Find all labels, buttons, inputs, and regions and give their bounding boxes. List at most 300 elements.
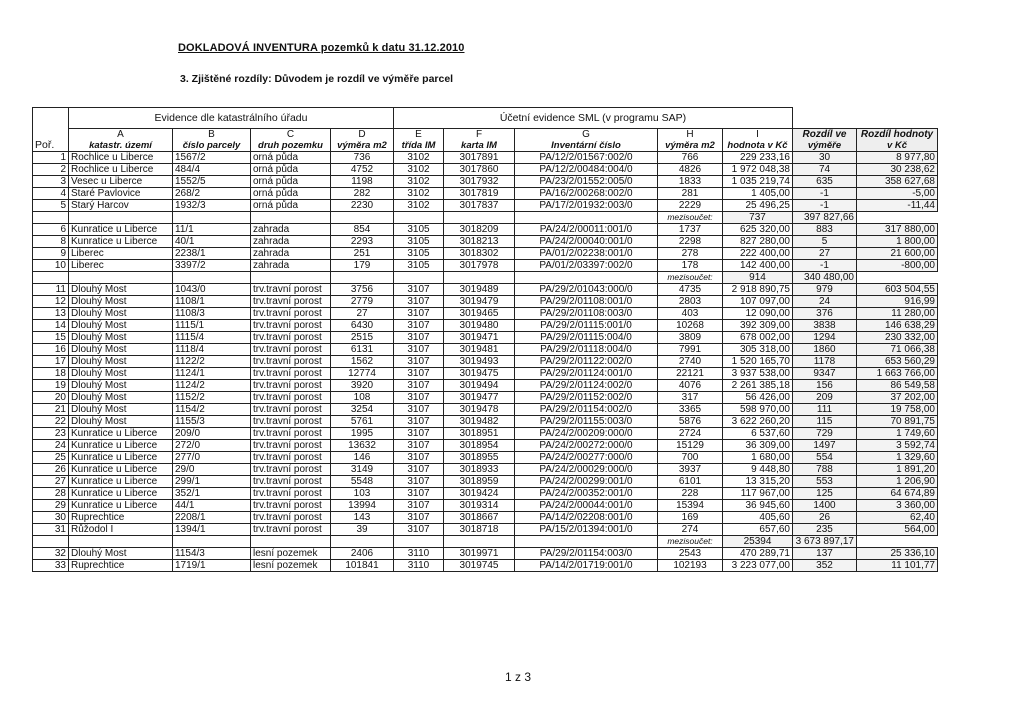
cell-area-difference: 27	[793, 248, 857, 260]
subtotal-row	[33, 212, 938, 224]
cell-value-czk: 2 261 385,18	[723, 380, 793, 392]
cell-inventory-number: PA/29/2/01115:001/0	[515, 320, 658, 332]
cell-cadastral-area: Dlouhý Most	[69, 416, 173, 428]
cell-parcel-number: 268/2	[173, 188, 251, 200]
cell-asset-class: 3107	[394, 416, 444, 428]
cell-value-czk: 3 622 260,20	[723, 416, 793, 428]
cell-area-sap: 15394	[658, 500, 723, 512]
empty-cell	[33, 212, 69, 224]
cell-value-difference: 230 332,00	[857, 332, 938, 344]
cell-parcel-number: 29/0	[173, 464, 251, 476]
cell-value-difference: 11 280,00	[857, 308, 938, 320]
cell-inventory-number: PA/14/2/02208:001/0	[515, 512, 658, 524]
cell-row-number: 18	[33, 368, 69, 380]
cell-row-number: 29	[33, 500, 69, 512]
cell-cadastral-area: Kunratice u Liberce	[69, 464, 173, 476]
table-row	[33, 176, 938, 188]
cell-parcel-number: 484/4	[173, 164, 251, 176]
cell-area-difference: 788	[793, 464, 857, 476]
cell-inventory-number: PA/16/2/00268:002/0	[515, 188, 658, 200]
cell-cadastral-area: Ruprechtice	[69, 512, 173, 524]
cell-cadastral-area: Růžodol I	[69, 524, 173, 536]
cell-value-difference: 21 600,00	[857, 248, 938, 260]
cell-inventory-number: PA/29/2/01122:002/0	[515, 356, 658, 368]
cell-area-sap: 3937	[658, 464, 723, 476]
cell-area-difference: 125	[793, 488, 857, 500]
cell-value-difference: 564,00	[857, 524, 938, 536]
section-subtitle: 3. Zjištěné rozdíly: Důvodem je rozdíl ve výměře parcel	[180, 73, 454, 85]
cell-area-sap: 22121	[658, 368, 723, 380]
cell-parcel-number: 277/0	[173, 452, 251, 464]
cell-parcel-number: 11/1	[173, 224, 251, 236]
cell-value-czk: 107 097,00	[723, 296, 793, 308]
cell-parcel-number: 1719/1	[173, 560, 251, 572]
cell-area-cadastre: 108	[331, 392, 394, 404]
cell-row-number: 12	[33, 296, 69, 308]
table-row	[33, 368, 938, 380]
cell-asset-class: 3107	[394, 440, 444, 452]
cell-area-sap: 2298	[658, 236, 723, 248]
cell-area-sap: 15129	[658, 440, 723, 452]
table-row	[33, 512, 938, 524]
cell-value-czk: 142 400,00	[723, 260, 793, 272]
cell-parcel-number: 44/1	[173, 500, 251, 512]
cell-parcel-number: 1552/5	[173, 176, 251, 188]
cell-area-sap: 281	[658, 188, 723, 200]
cell-asset-class: 3107	[394, 404, 444, 416]
cell-asset-class: 3107	[394, 452, 444, 464]
cell-asset-card: 3017891	[444, 152, 515, 164]
cell-value-difference: 71 066,38	[857, 344, 938, 356]
cell-parcel-number: 1108/3	[173, 308, 251, 320]
cell-inventory-number: PA/24/2/00011:001/0	[515, 224, 658, 236]
col-header-rozdil-hodnoty-2: v Kč	[857, 140, 938, 152]
cell-row-number: 11	[33, 284, 69, 296]
cell-parcel-number: 2208/1	[173, 512, 251, 524]
cell-asset-card: 3019465	[444, 308, 515, 320]
table-row	[33, 524, 938, 536]
cell-land-type: orná půda	[251, 176, 331, 188]
cell-area-difference: 74	[793, 164, 857, 176]
cell-cadastral-area: Dlouhý Most	[69, 296, 173, 308]
empty-cell	[331, 212, 394, 224]
table-row	[33, 392, 938, 404]
cell-area-sap: 4076	[658, 380, 723, 392]
cell-area-difference: 1294	[793, 332, 857, 344]
table-row	[33, 284, 938, 296]
group-header-katastr: Evidence dle katastrálního úřadu	[69, 108, 394, 129]
col-name-i: hodnota v Kč	[723, 140, 793, 152]
col-letter-b: B	[173, 129, 251, 141]
cell-area-cadastre: 6430	[331, 320, 394, 332]
cell-parcel-number: 352/1	[173, 488, 251, 500]
cell-row-number: 33	[33, 560, 69, 572]
cell-area-difference: 553	[793, 476, 857, 488]
cell-inventory-number: PA/01/2/02238:001/0	[515, 248, 658, 260]
empty-cell	[331, 536, 394, 548]
cell-value-czk: 3 937 538,00	[723, 368, 793, 380]
table-row	[33, 164, 938, 176]
cell-asset-card: 3018213	[444, 236, 515, 248]
table-row	[33, 560, 938, 572]
table-row	[33, 344, 938, 356]
cell-asset-card: 3018959	[444, 476, 515, 488]
cell-asset-card: 3019745	[444, 560, 515, 572]
col-letter-h: H	[658, 129, 723, 141]
cell-cadastral-area: Dlouhý Most	[69, 308, 173, 320]
cell-cadastral-area: Kunratice u Liberce	[69, 476, 173, 488]
group-header-row	[33, 108, 938, 129]
cell-asset-class: 3102	[394, 164, 444, 176]
cell-row-number: 15	[33, 332, 69, 344]
cell-inventory-number: PA/12/2/01567:002/0	[515, 152, 658, 164]
cell-area-cadastre: 2779	[331, 296, 394, 308]
cell-land-type: trv.travní porost	[251, 380, 331, 392]
cell-parcel-number: 1115/1	[173, 320, 251, 332]
cell-row-number: 17	[33, 356, 69, 368]
cell-row-number: 2	[33, 164, 69, 176]
cell-asset-class: 3107	[394, 428, 444, 440]
cell-value-czk: 405,60	[723, 512, 793, 524]
cell-area-difference: 137	[793, 548, 857, 560]
cell-area-difference: 635	[793, 176, 857, 188]
cell-value-difference: 11 101,77	[857, 560, 938, 572]
cell-value-difference: -5,00	[857, 188, 938, 200]
cell-row-number: 21	[33, 404, 69, 416]
group-header-sap: Účetní evidence SML (v programu SAP)	[394, 108, 793, 129]
cell-asset-class: 3107	[394, 476, 444, 488]
cell-asset-class: 3107	[394, 500, 444, 512]
table-row	[33, 416, 938, 428]
cell-value-czk: 12 090,00	[723, 308, 793, 320]
cell-parcel-number: 2238/1	[173, 248, 251, 260]
subtotal-label: mezisoučet:	[658, 536, 723, 548]
cell-land-type: trv.travní porost	[251, 452, 331, 464]
cell-asset-class: 3107	[394, 392, 444, 404]
cell-cadastral-area: Kunratice u Liberce	[69, 224, 173, 236]
cell-area-cadastre: 5548	[331, 476, 394, 488]
cell-value-czk: 13 315,20	[723, 476, 793, 488]
table-row	[33, 200, 938, 212]
col-name-a: katastr. území	[69, 140, 173, 152]
table-body	[33, 152, 938, 572]
cell-area-difference: 156	[793, 380, 857, 392]
cell-land-type: trv.travní porost	[251, 440, 331, 452]
cell-inventory-number: PA/24/2/00209:000/0	[515, 428, 658, 440]
cell-value-czk: 3 223 077,00	[723, 560, 793, 572]
cell-land-type: orná půda	[251, 152, 331, 164]
cell-area-sap: 278	[658, 248, 723, 260]
empty-cell	[444, 212, 515, 224]
cell-cadastral-area: Dlouhý Most	[69, 392, 173, 404]
cell-area-sap: 3365	[658, 404, 723, 416]
cell-value-czk: 678 002,00	[723, 332, 793, 344]
table-row	[33, 356, 938, 368]
cell-area-difference: 883	[793, 224, 857, 236]
cell-asset-class: 3107	[394, 368, 444, 380]
cell-row-number: 20	[33, 392, 69, 404]
cell-row-number: 16	[33, 344, 69, 356]
cell-row-number: 1	[33, 152, 69, 164]
cell-value-czk: 1 405,00	[723, 188, 793, 200]
cell-inventory-number: PA/17/2/01932:003/0	[515, 200, 658, 212]
cell-cadastral-area: Rochlice u Liberce	[69, 164, 173, 176]
cell-area-sap: 3809	[658, 332, 723, 344]
cell-inventory-number: PA/29/2/01115:004/0	[515, 332, 658, 344]
cell-area-difference: 235	[793, 524, 857, 536]
cell-value-difference: 1 800,00	[857, 236, 938, 248]
cell-value-difference: 1 891,20	[857, 464, 938, 476]
cell-parcel-number: 209/0	[173, 428, 251, 440]
cell-land-type: trv.travní porost	[251, 308, 331, 320]
cell-parcel-number: 40/1	[173, 236, 251, 248]
cell-value-difference: 3 592,74	[857, 440, 938, 452]
cell-value-czk: 6 537,60	[723, 428, 793, 440]
cell-value-difference: 1 749,60	[857, 428, 938, 440]
cell-area-difference: -1	[793, 260, 857, 272]
cell-cadastral-area: Dlouhý Most	[69, 368, 173, 380]
cell-row-number: 30	[33, 512, 69, 524]
table-row	[33, 260, 938, 272]
empty-cell	[394, 212, 444, 224]
cell-area-sap: 274	[658, 524, 723, 536]
empty-cell	[444, 272, 515, 284]
cell-value-czk: 2 918 890,75	[723, 284, 793, 296]
cell-inventory-number: PA/24/2/00352:001/0	[515, 488, 658, 500]
cell-asset-class: 3107	[394, 320, 444, 332]
cell-parcel-number: 272/0	[173, 440, 251, 452]
cell-value-czk: 625 320,00	[723, 224, 793, 236]
cell-area-difference: 3838	[793, 320, 857, 332]
cell-land-type: trv.travní porost	[251, 464, 331, 476]
cell-land-type: zahrada	[251, 260, 331, 272]
cell-area-cadastre: 736	[331, 152, 394, 164]
cell-asset-class: 3107	[394, 488, 444, 500]
cell-area-difference: 1178	[793, 356, 857, 368]
cell-area-difference: 24	[793, 296, 857, 308]
table-row	[33, 320, 938, 332]
cell-value-czk: 1 035 219,74	[723, 176, 793, 188]
cell-asset-card: 3019971	[444, 548, 515, 560]
cell-value-difference: 25 336,10	[857, 548, 938, 560]
cell-area-difference: 30	[793, 152, 857, 164]
cell-inventory-number: PA/29/2/01124:002/0	[515, 380, 658, 392]
cell-area-sap: 317	[658, 392, 723, 404]
cell-area-cadastre: 1995	[331, 428, 394, 440]
cell-land-type: trv.travní porost	[251, 344, 331, 356]
cell-asset-card: 3018954	[444, 440, 515, 452]
cell-cadastral-area: Rochlice u Liberce	[69, 152, 173, 164]
cell-area-sap: 403	[658, 308, 723, 320]
cell-asset-card: 3019480	[444, 320, 515, 332]
cell-area-cadastre: 282	[331, 188, 394, 200]
cell-value-difference: 70 891,75	[857, 416, 938, 428]
cell-area-difference: -1	[793, 200, 857, 212]
cell-value-difference: -11,44	[857, 200, 938, 212]
cell-inventory-number: PA/29/2/01152:002/0	[515, 392, 658, 404]
cell-parcel-number: 1155/3	[173, 416, 251, 428]
cell-value-difference: 653 560,29	[857, 356, 938, 368]
table-row	[33, 224, 938, 236]
cell-land-type: orná půda	[251, 188, 331, 200]
table-row	[33, 380, 938, 392]
cell-asset-card: 3017932	[444, 176, 515, 188]
cell-cadastral-area: Starý Harcov	[69, 200, 173, 212]
cell-row-number: 22	[33, 416, 69, 428]
table-row	[33, 476, 938, 488]
cell-area-sap: 1833	[658, 176, 723, 188]
cell-land-type: trv.travní porost	[251, 416, 331, 428]
cell-row-number: 23	[33, 428, 69, 440]
cell-parcel-number: 1122/2	[173, 356, 251, 368]
cell-asset-class: 3105	[394, 260, 444, 272]
cell-value-difference: 64 674,89	[857, 488, 938, 500]
cell-asset-card: 3019481	[444, 344, 515, 356]
cell-land-type: trv.travní porost	[251, 356, 331, 368]
cell-asset-class: 3105	[394, 248, 444, 260]
cell-row-number: 3	[33, 176, 69, 188]
cell-parcel-number: 1932/3	[173, 200, 251, 212]
empty-cell	[173, 272, 251, 284]
cell-area-sap: 700	[658, 452, 723, 464]
table-row	[33, 152, 938, 164]
cell-area-sap: 102193	[658, 560, 723, 572]
table-row	[33, 236, 938, 248]
cell-value-czk: 229 233,16	[723, 152, 793, 164]
cell-row-number: 13	[33, 308, 69, 320]
cell-area-sap: 228	[658, 488, 723, 500]
subtotal-row	[33, 536, 938, 548]
col-name-c: druh pozemku	[251, 140, 331, 152]
subtotal-value-difference: 3 673 897,17	[793, 536, 857, 548]
cell-asset-class: 3107	[394, 344, 444, 356]
cell-row-number: 8	[33, 236, 69, 248]
cell-area-sap: 5876	[658, 416, 723, 428]
cell-asset-class: 3107	[394, 356, 444, 368]
cell-area-cadastre: 1562	[331, 356, 394, 368]
cell-land-type: orná půda	[251, 200, 331, 212]
cell-area-cadastre: 6131	[331, 344, 394, 356]
subtotal-value-difference: 340 480,00	[793, 272, 857, 284]
cell-cadastral-area: Kunratice u Liberce	[69, 440, 173, 452]
cell-inventory-number: PA/29/2/01108:003/0	[515, 308, 658, 320]
cell-cadastral-area: Liberec	[69, 260, 173, 272]
table-row	[33, 488, 938, 500]
cell-parcel-number: 1567/2	[173, 152, 251, 164]
cell-asset-class: 3107	[394, 332, 444, 344]
cell-area-sap: 2740	[658, 356, 723, 368]
table-row	[33, 188, 938, 200]
cell-value-difference: 3 360,00	[857, 500, 938, 512]
cell-area-cadastre: 3149	[331, 464, 394, 476]
cell-parcel-number: 1118/4	[173, 344, 251, 356]
cell-land-type: zahrada	[251, 224, 331, 236]
cell-asset-card: 3017978	[444, 260, 515, 272]
subtotal-label: mezisoučet:	[658, 212, 723, 224]
cell-value-czk: 1 680,00	[723, 452, 793, 464]
cell-value-difference: 146 638,29	[857, 320, 938, 332]
inventory-table	[32, 107, 938, 572]
cell-value-difference: 603 504,55	[857, 284, 938, 296]
cell-inventory-number: PA/24/2/00044:001/0	[515, 500, 658, 512]
cell-value-difference: 8 977,80	[857, 152, 938, 164]
empty-cell	[515, 272, 658, 284]
cell-area-cadastre: 251	[331, 248, 394, 260]
cell-area-sap: 169	[658, 512, 723, 524]
cell-parcel-number: 1108/1	[173, 296, 251, 308]
column-letters-row	[33, 129, 938, 141]
cell-area-difference: 9347	[793, 368, 857, 380]
cell-cadastral-area: Kunratice u Liberce	[69, 452, 173, 464]
cell-inventory-number: PA/24/2/00040:001/0	[515, 236, 658, 248]
cell-area-cadastre: 13632	[331, 440, 394, 452]
cell-value-difference: 62,40	[857, 512, 938, 524]
cell-cadastral-area: Dlouhý Most	[69, 356, 173, 368]
cell-asset-card: 3017860	[444, 164, 515, 176]
cell-parcel-number: 1394/1	[173, 524, 251, 536]
cell-area-sap: 6101	[658, 476, 723, 488]
cell-inventory-number: PA/23/2/01552:005/0	[515, 176, 658, 188]
cell-land-type: trv.travní porost	[251, 320, 331, 332]
cell-area-sap: 4735	[658, 284, 723, 296]
cell-value-czk: 827 280,00	[723, 236, 793, 248]
cell-area-difference: 209	[793, 392, 857, 404]
cell-asset-card: 3018302	[444, 248, 515, 260]
cell-area-difference: 26	[793, 512, 857, 524]
cell-value-difference: 1 663 766,00	[857, 368, 938, 380]
cell-area-cadastre: 13994	[331, 500, 394, 512]
cell-parcel-number: 3397/2	[173, 260, 251, 272]
cell-area-cadastre: 179	[331, 260, 394, 272]
cell-area-difference: 1400	[793, 500, 857, 512]
empty-cell	[394, 272, 444, 284]
cell-land-type: trv.travní porost	[251, 296, 331, 308]
col-header-rozdil-vymere-1: Rozdíl ve	[793, 129, 857, 141]
empty-cell	[173, 536, 251, 548]
cell-row-number: 31	[33, 524, 69, 536]
cell-row-number: 19	[33, 380, 69, 392]
subtotal-label: mezisoučet:	[658, 272, 723, 284]
cell-land-type: lesní pozemek	[251, 548, 331, 560]
cell-asset-card: 3019471	[444, 332, 515, 344]
cell-area-difference: 376	[793, 308, 857, 320]
cell-value-difference: -800,00	[857, 260, 938, 272]
cell-parcel-number: 1154/3	[173, 548, 251, 560]
cell-parcel-number: 1154/2	[173, 404, 251, 416]
table-row	[33, 308, 938, 320]
cell-area-cadastre: 39	[331, 524, 394, 536]
cell-value-difference: 30 238,62	[857, 164, 938, 176]
empty-cell	[33, 536, 69, 548]
cell-row-number: 32	[33, 548, 69, 560]
cell-asset-card: 3018933	[444, 464, 515, 476]
cell-inventory-number: PA/24/2/00272:000/0	[515, 440, 658, 452]
cell-value-difference: 916,99	[857, 296, 938, 308]
cell-parcel-number: 1124/2	[173, 380, 251, 392]
cell-land-type: trv.travní porost	[251, 332, 331, 344]
cell-row-number: 5	[33, 200, 69, 212]
cell-asset-card: 3019314	[444, 500, 515, 512]
cell-land-type: zahrada	[251, 236, 331, 248]
cell-value-czk: 598 970,00	[723, 404, 793, 416]
cell-parcel-number: 1152/2	[173, 392, 251, 404]
cell-cadastral-area: Kunratice u Liberce	[69, 500, 173, 512]
cell-asset-card: 3019475	[444, 368, 515, 380]
cell-value-czk: 1 520 165,70	[723, 356, 793, 368]
cell-asset-class: 3107	[394, 380, 444, 392]
empty-cell	[173, 212, 251, 224]
cell-row-number: 14	[33, 320, 69, 332]
